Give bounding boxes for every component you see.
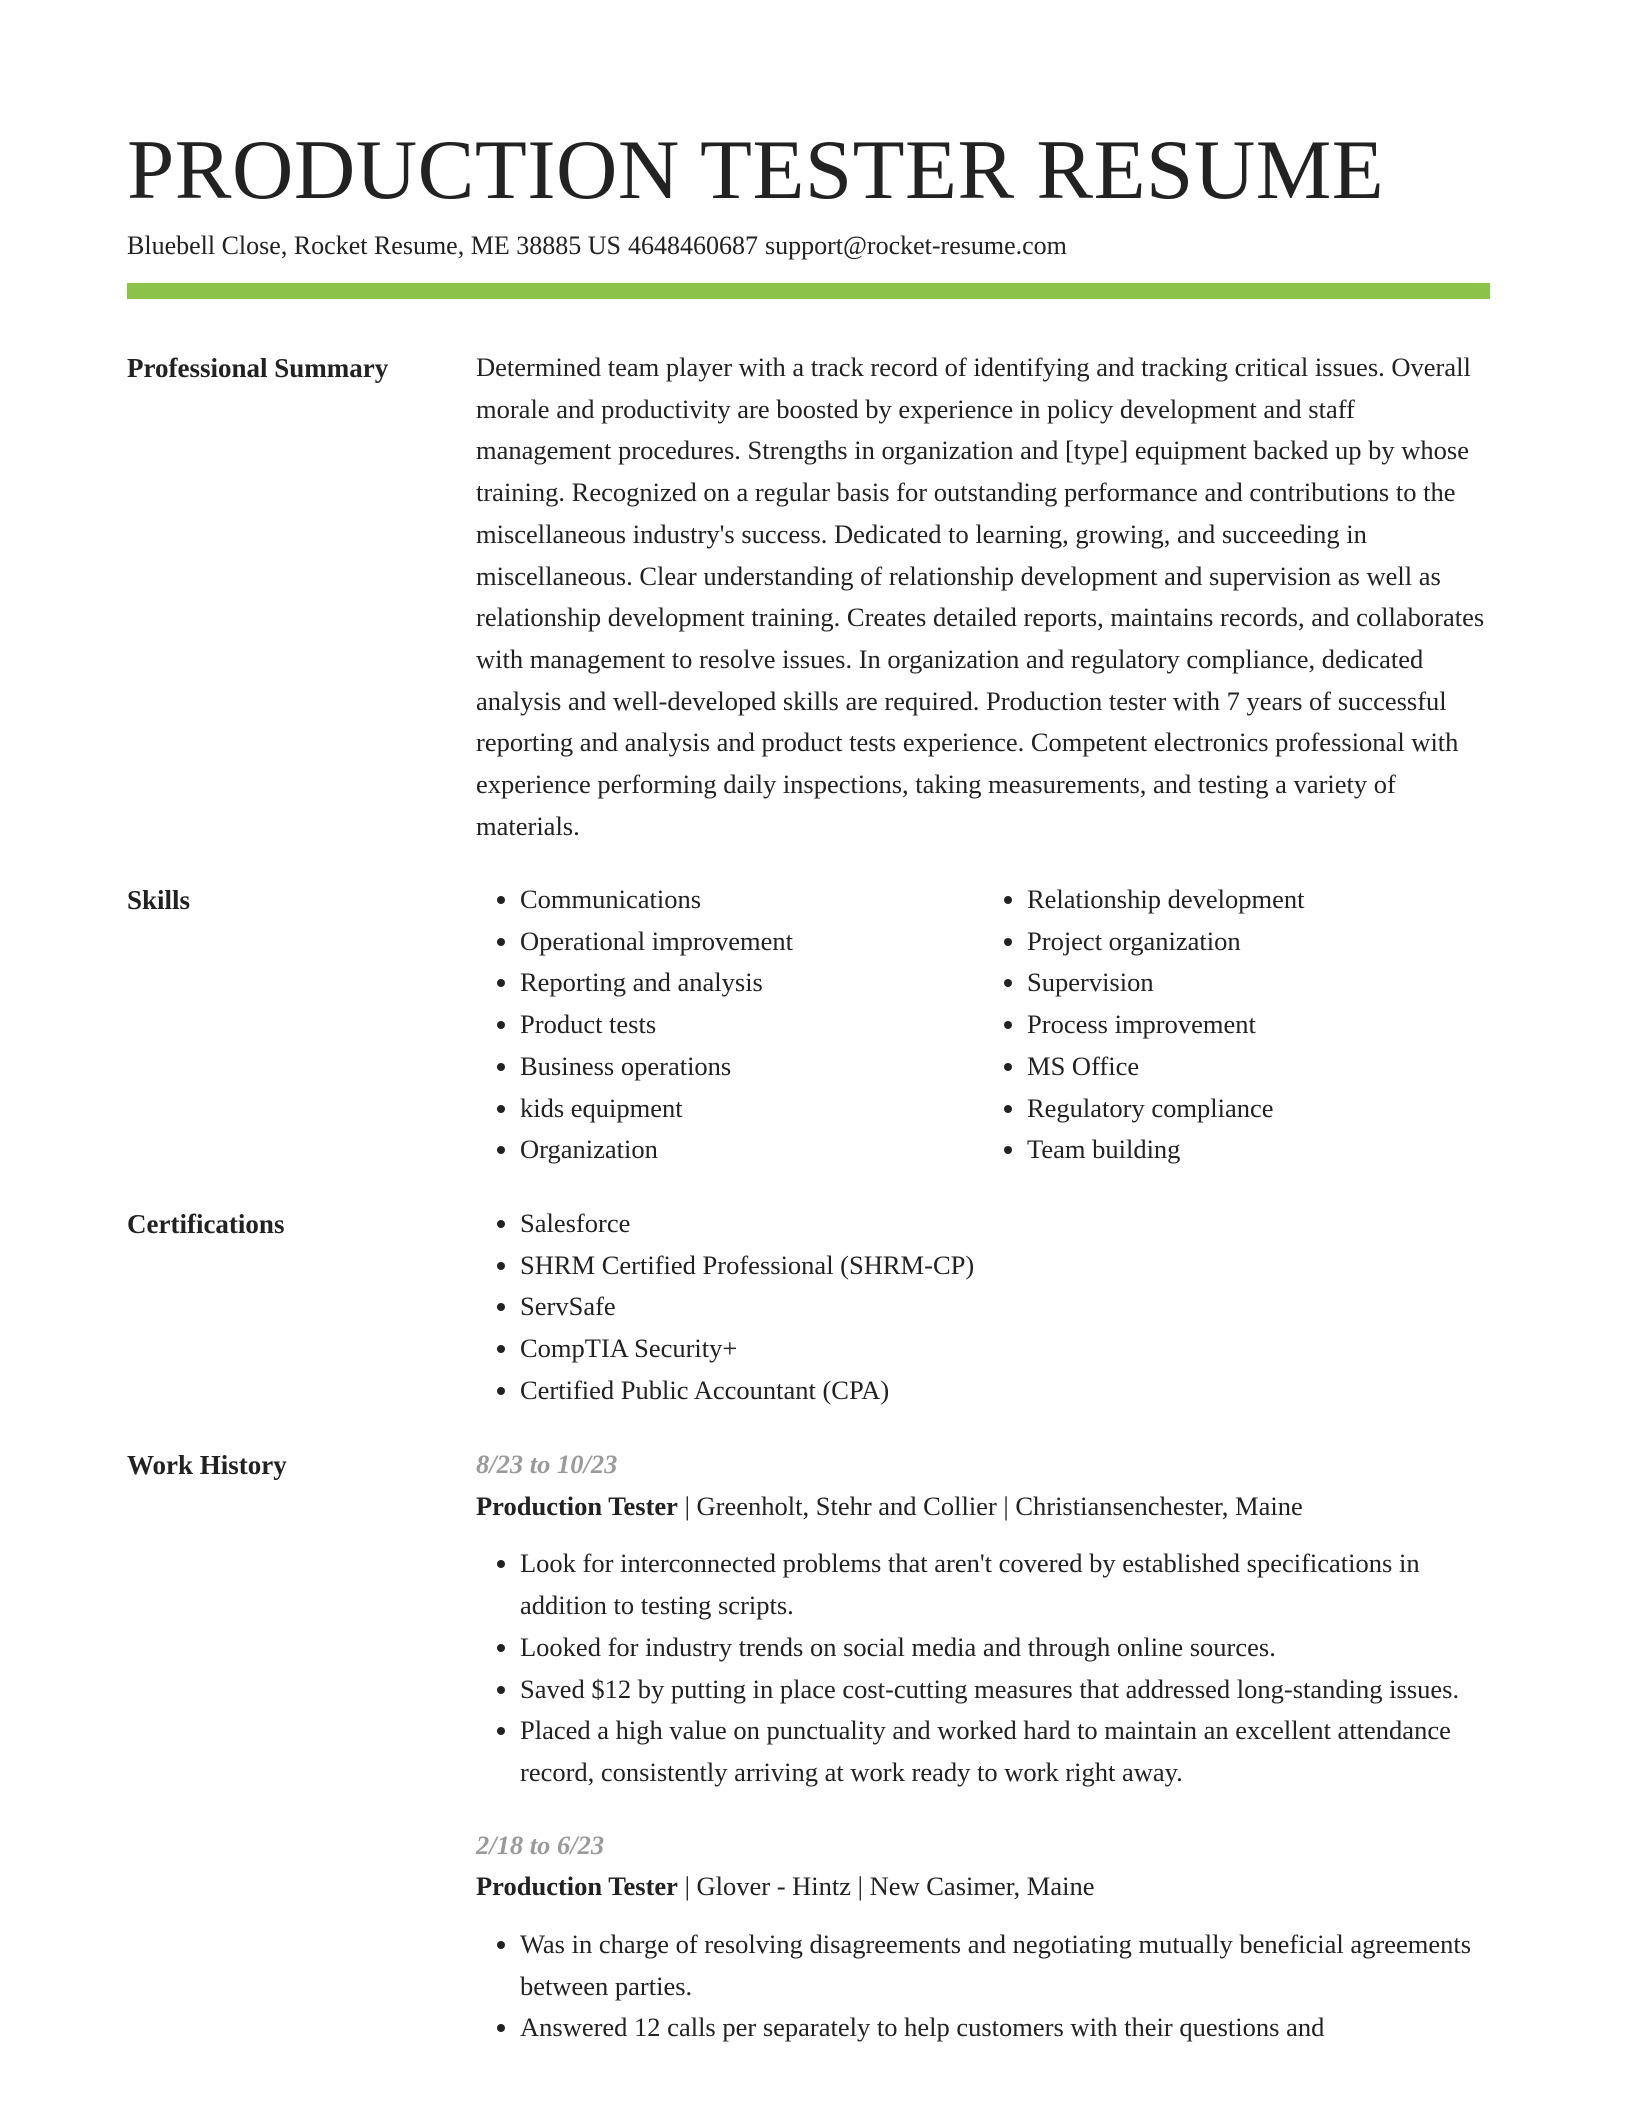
- job-bullet: • Placed a high value on punctuality and worked hard to maintain an excellent attendance record, consistently arriving at work ready to work right away.: [520, 1710, 1490, 1793]
- skill-item: • Operational improvement: [520, 921, 983, 963]
- job-bullet: • Look for interconnected problems that aren't covered by established specifications in addition to testing scripts.: [520, 1543, 1490, 1626]
- skill-item: • MS Office: [1027, 1046, 1490, 1088]
- job-entry: [476, 1825, 1490, 2050]
- resume-title: PRODUCTION TESTER RESUME: [127, 123, 1385, 217]
- skill-item: • Communications: [520, 879, 983, 921]
- job-entry: [476, 1444, 1490, 1794]
- summary-label: Professional Summary: [127, 353, 389, 383]
- job-title: Production Tester: [476, 1871, 678, 1902]
- summary-text: Determined team player with a track record of identifying and tracking critical issues. Overall morale and productivity are boosted by experience in policy development and staff management procedures. Strengths in organization and [type] equipment backed up by whose training. Recognized on a regular basis for outstanding performance and contributions to the miscellaneous industry's success. Dedicated to learning, growing, and succeeding in miscellaneous. Clear understanding of relationship development and supervision as well as relationship development training. Creates detailed reports, maintains records, and collaborates with management to resolve issues. In organization and regulatory compliance, dedicated analysis and well-developed skills are required. Production tester with 7 years of successful reporting and analysis and product tests experience. Competent electronics professional with experience performing daily inspections, taking measurements, and testing a variety of materials.: [476, 352, 1485, 841]
- skill-item: • Relationship development: [1027, 879, 1490, 921]
- job-dates: 8/23 to 10/23: [476, 1449, 618, 1479]
- skill-item: • kids equipment: [520, 1088, 983, 1130]
- work-history-label: Work History: [127, 1450, 287, 1480]
- job-employer: | Glover - Hintz | New Casimer, Maine: [677, 1871, 1095, 1902]
- skills-label: Skills: [127, 885, 191, 915]
- job-dates: 2/18 to 6/23: [476, 1829, 605, 1860]
- job-bullets: [476, 1924, 1490, 2049]
- job-heading: [476, 1866, 1490, 1908]
- skill-item: • Team building: [1027, 1129, 1490, 1171]
- certification-item: • Salesforce: [520, 1203, 1490, 1245]
- skill-item: • Product tests: [520, 1004, 983, 1046]
- skill-item: • Reporting and analysis: [520, 962, 983, 1004]
- contact-line: [127, 228, 1067, 264]
- certifications-label: Certifications: [127, 1209, 285, 1239]
- contact-address: Bluebell Close, Rocket Resume, ME 38885 US: [127, 231, 621, 260]
- certification-item: • ServSafe: [520, 1286, 1490, 1328]
- certification-item: • CompTIA Security+: [520, 1328, 1490, 1370]
- job-heading: [476, 1486, 1490, 1528]
- job-bullets: [476, 1543, 1490, 1793]
- certification-item: • SHRM Certified Professional (SHRM-CP): [520, 1245, 1490, 1287]
- skill-item: • Organization: [520, 1129, 983, 1171]
- skills-list-right: [983, 879, 1490, 1171]
- certifications-list: [476, 1203, 1490, 1412]
- certification-item: • Certified Public Accountant (CPA): [520, 1370, 1490, 1412]
- skill-item: • Process improvement: [1027, 1004, 1490, 1046]
- skill-item: • Supervision: [1027, 962, 1490, 1004]
- job-employer: | Greenholt, Stehr and Collier | Christiansenchester, Maine: [677, 1490, 1303, 1521]
- job-title: Production Tester: [476, 1490, 678, 1521]
- job-bullet: • Answered 12 calls per separately to help customers with their questions and: [520, 2007, 1490, 2049]
- job-bullet: • Was in charge of resolving disagreements and negotiating mutually beneficial agreements between parties.: [520, 1924, 1490, 2007]
- skills-list-left: [476, 879, 983, 1171]
- job-bullet: • Saved $12 by putting in place cost-cutting measures that addressed long-standing issues.: [520, 1669, 1490, 1711]
- contact-phone: 4648460687: [627, 231, 758, 260]
- skill-item: • Regulatory compliance: [1027, 1088, 1490, 1130]
- skill-item: • Business operations: [520, 1046, 983, 1088]
- contact-email: support@rocket-resume.com: [764, 231, 1067, 260]
- header-divider: [127, 283, 1490, 299]
- skill-item: • Project organization: [1027, 921, 1490, 963]
- job-bullet: • Looked for industry trends on social media and through online sources.: [520, 1627, 1490, 1669]
